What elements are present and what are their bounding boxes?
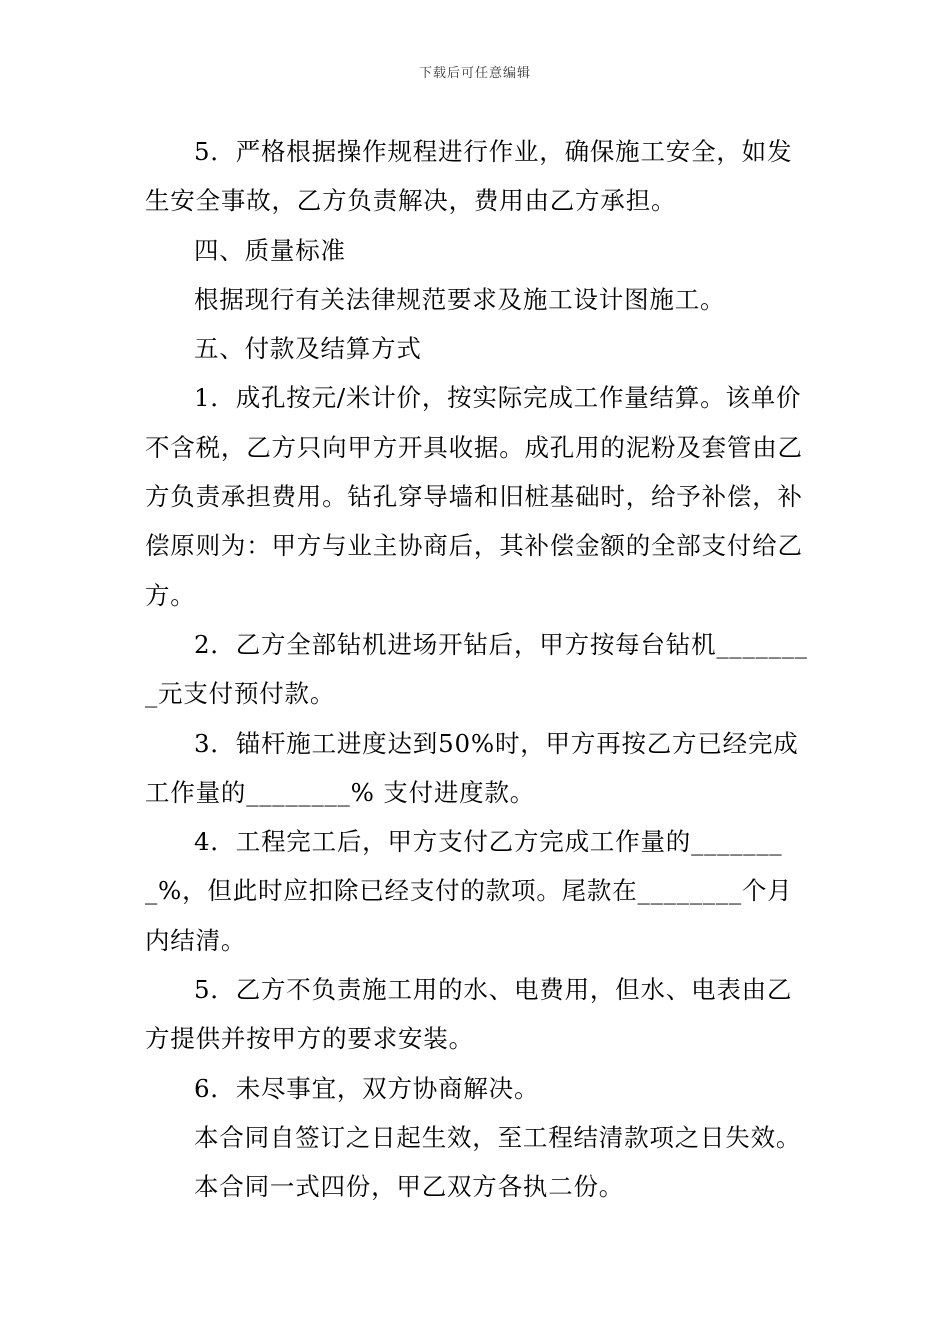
payment-clause-6: 6．未尽事宜，双方协商解决。: [194, 1073, 540, 1103]
page-header: 下载后可任意编辑: [418, 66, 531, 81]
quality-standard-text: 根据现行有关法律规范要求及施工设计图施工。: [194, 284, 726, 314]
payment-clause-2: 2．乙方全部钻机进场开钻后，甲方按每台钻机________元支付预付款。: [145, 629, 808, 709]
document-body: [145, 127, 809, 1212]
payment-clause-1: 1．成孔按元/米计价，按实际完成工作量结算。该单价不含税，乙方只向甲方开具收据。成孔用的泥粉及套管由乙方负责承担费用。钻孔穿导墙和旧桩基础时，给予补偿，补偿原则为：甲方与业主协商后，其补偿金额的全部支付给乙方。: [145, 383, 803, 610]
section-heading-payment-settlement: 五、付款及结算方式: [194, 334, 422, 364]
payment-clause-5: 5．乙方不负责施工用的水、电费用，但水、电表由乙方提供并按甲方的要求安装。: [145, 975, 793, 1054]
contract-effective-clause: 本合同自签订之日起生效，至工程结清款项之日失效。: [194, 1122, 802, 1152]
contract-copies-clause: 本合同一式四份，甲乙双方各执二份。: [194, 1172, 625, 1202]
payment-clause-3: 3．锚杆施工进度达到50%时，甲方再按乙方已经完成工作量的________% 支付进度款。: [145, 728, 799, 807]
clause-5-safety: 5．严格根据操作规程进行作业，确保施工安全，如发生安全事故，乙方负责解决，费用由乙方承担。: [145, 137, 793, 216]
section-heading-quality-standard: 四、质量标准: [194, 235, 346, 265]
payment-clause-4: 4．工程完工后，甲方支付乙方完成工作量的________%，但此时应扣除已经支付的款项。尾款在________个月内结清。: [145, 827, 793, 955]
